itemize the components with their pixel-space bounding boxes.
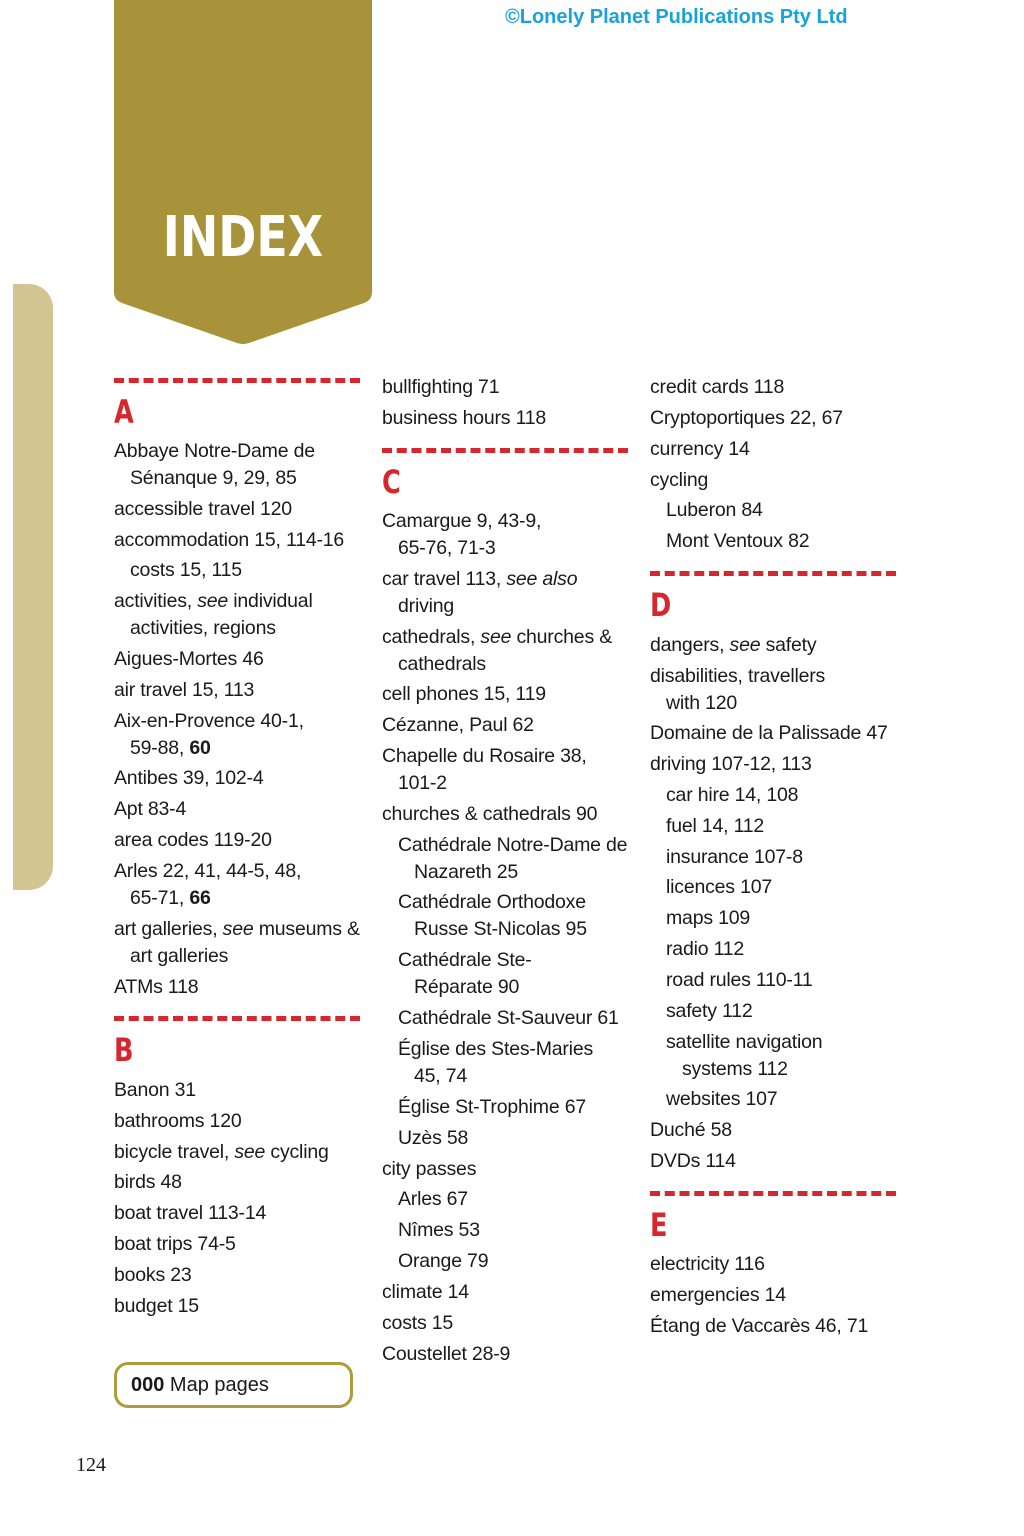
index-entry: satellite navigation: [666, 1031, 823, 1053]
index-entry: electricity 116: [650, 1253, 765, 1275]
index-entry: bullfighting 71: [382, 376, 500, 398]
index-entry: city passes: [382, 1158, 477, 1180]
index-entry: accessible travel 120: [114, 498, 292, 520]
index-entry: credit cards 118: [650, 376, 785, 398]
index-entry: bathrooms 120: [114, 1110, 242, 1132]
index-entry: Cathédrale Notre-Dame de: [398, 834, 628, 856]
index-entry: Russe St-Nicolas 95: [414, 918, 587, 940]
index-entry: Antibes 39, 102-4: [114, 767, 264, 789]
entry-text: 65-71,: [130, 887, 190, 909]
index-entry: Cathédrale Orthodoxe: [398, 891, 586, 913]
index-entry: maps 109: [666, 907, 751, 929]
index-entry: Étang de Vaccarès 46, 71: [650, 1315, 869, 1337]
index-entry: books 23: [114, 1264, 192, 1286]
index-entry: Cézanne, Paul 62: [382, 714, 534, 736]
index-entry: cell phones 15, 119: [382, 683, 546, 705]
map-pages-legend: [114, 1362, 353, 1408]
page-title: INDEX: [162, 205, 324, 270]
index-entry: activities, regions: [130, 617, 276, 639]
map-page-ref: 66: [189, 887, 211, 909]
index-entry: Domaine de la Palissade 47: [650, 722, 888, 744]
index-entry: Cryptoportiques 22, 67: [650, 407, 843, 429]
index-entry: dangers, see safety: [650, 634, 817, 656]
index-entry: Réparate 90: [414, 976, 520, 998]
section-letter-c: C: [382, 463, 401, 501]
index-entry: licences 107: [666, 876, 773, 898]
index-entry: Arles 22, 41, 44-5, 48,: [114, 860, 302, 882]
index-entry: Cathédrale Ste-: [398, 949, 532, 971]
index-entry: currency 14: [650, 438, 750, 460]
map-pages-label: Map pages: [164, 1374, 269, 1396]
index-entry: systems 112: [682, 1058, 788, 1080]
index-entry: art galleries: [130, 945, 229, 967]
index-entry: costs 15: [382, 1312, 454, 1334]
index-entry: ATMs 118: [114, 976, 199, 998]
index-entry: Apt 83-4: [114, 798, 187, 820]
index-entry: [130, 735, 211, 761]
index-entry: cathedrals: [398, 653, 486, 675]
index-entry: birds 48: [114, 1171, 182, 1193]
index-entry: Aigues-Mortes 46: [114, 648, 264, 670]
index-entry: 45, 74: [414, 1065, 468, 1087]
index-entry: insurance 107-8: [666, 846, 803, 868]
section-letter-a: A: [114, 393, 134, 431]
index-entry: DVDs 114: [650, 1150, 736, 1172]
section-divider-e: [650, 1191, 896, 1196]
page-number: 124: [76, 1454, 106, 1476]
index-entry: boat travel 113-14: [114, 1202, 267, 1224]
index-entry: churches & cathedrals 90: [382, 803, 598, 825]
section-divider-c: [382, 448, 628, 453]
index-entry: Mont Ventoux 82: [666, 530, 810, 552]
index-entry: car hire 14, 108: [666, 784, 799, 806]
index-entry: budget 15: [114, 1295, 199, 1317]
index-entry: Banon 31: [114, 1079, 196, 1101]
index-entry: Sénanque 9, 29, 85: [130, 467, 297, 489]
index-entry: 101-2: [398, 772, 447, 794]
index-entry: business hours 118: [382, 407, 547, 429]
index-entry: area codes 119-20: [114, 829, 272, 851]
index-entry: Duché 58: [650, 1119, 732, 1141]
index-entry: safety 112: [666, 1000, 753, 1022]
index-entry: with 120: [666, 692, 738, 714]
index-entry: Coustellet 28-9: [382, 1343, 511, 1365]
section-divider-d: [650, 571, 896, 576]
index-entry: art galleries, see museums &: [114, 918, 360, 940]
index-entry: Chapelle du Rosaire 38,: [382, 745, 587, 767]
index-entry: radio 112: [666, 938, 745, 960]
index-entry: car travel 113, see also: [382, 568, 578, 590]
index-entry: bicycle travel, see cycling: [114, 1141, 329, 1163]
index-entry: websites 107: [666, 1088, 778, 1110]
index-entry: costs 15, 115: [130, 559, 242, 581]
index-entry: Orange 79: [398, 1250, 489, 1272]
index-entry: activities, see individual: [114, 590, 313, 612]
side-tab: [13, 284, 53, 890]
index-entry: road rules 110-11: [666, 969, 813, 991]
index-entry: Arles 67: [398, 1188, 468, 1210]
index-entry: Camargue 9, 43-9,: [382, 510, 542, 532]
index-entry: cycling: [650, 469, 709, 491]
index-entry: boat trips 74-5: [114, 1233, 236, 1255]
map-pages-number: 000: [131, 1374, 165, 1396]
index-entry: Cathédrale St-Sauveur 61: [398, 1007, 619, 1029]
index-entry: Église des Stes-Maries: [398, 1038, 594, 1060]
index-entry: 65-76, 71-3: [398, 537, 496, 559]
section-letter-b: B: [114, 1031, 134, 1069]
index-entry: [130, 885, 211, 911]
index-entry: driving: [398, 595, 455, 617]
entry-text: 59-88,: [130, 737, 190, 759]
index-entry: accommodation 15, 114-16: [114, 529, 345, 551]
index-entry: air travel 15, 113: [114, 679, 255, 701]
index-entry: Uzès 58: [398, 1127, 469, 1149]
index-entry: Nîmes 53: [398, 1219, 480, 1241]
copyright-notice: ©Lonely Planet Publications Pty Ltd: [505, 6, 848, 28]
index-banner: [114, 0, 372, 346]
index-entry: climate 14: [382, 1281, 469, 1303]
index-entry: Luberon 84: [666, 499, 763, 521]
index-entry: Abbaye Notre-Dame de: [114, 440, 315, 462]
index-entry: emergencies 14: [650, 1284, 786, 1306]
section-letter-d: D: [650, 586, 672, 624]
index-entry: fuel 14, 112: [666, 815, 765, 837]
index-entry: driving 107-12, 113: [650, 753, 812, 775]
index-entry: disabilities, travellers: [650, 665, 826, 687]
map-page-ref: 60: [189, 737, 211, 759]
index-entry: Aix-en-Provence 40-1,: [114, 710, 304, 732]
index-entry: cathedrals, see churches &: [382, 626, 613, 648]
section-letter-e: E: [650, 1206, 668, 1244]
index-entry: Église St-Trophime 67: [398, 1096, 586, 1118]
section-divider-a: [114, 378, 360, 383]
section-divider-b: [114, 1016, 360, 1021]
index-entry: Nazareth 25: [414, 861, 519, 883]
